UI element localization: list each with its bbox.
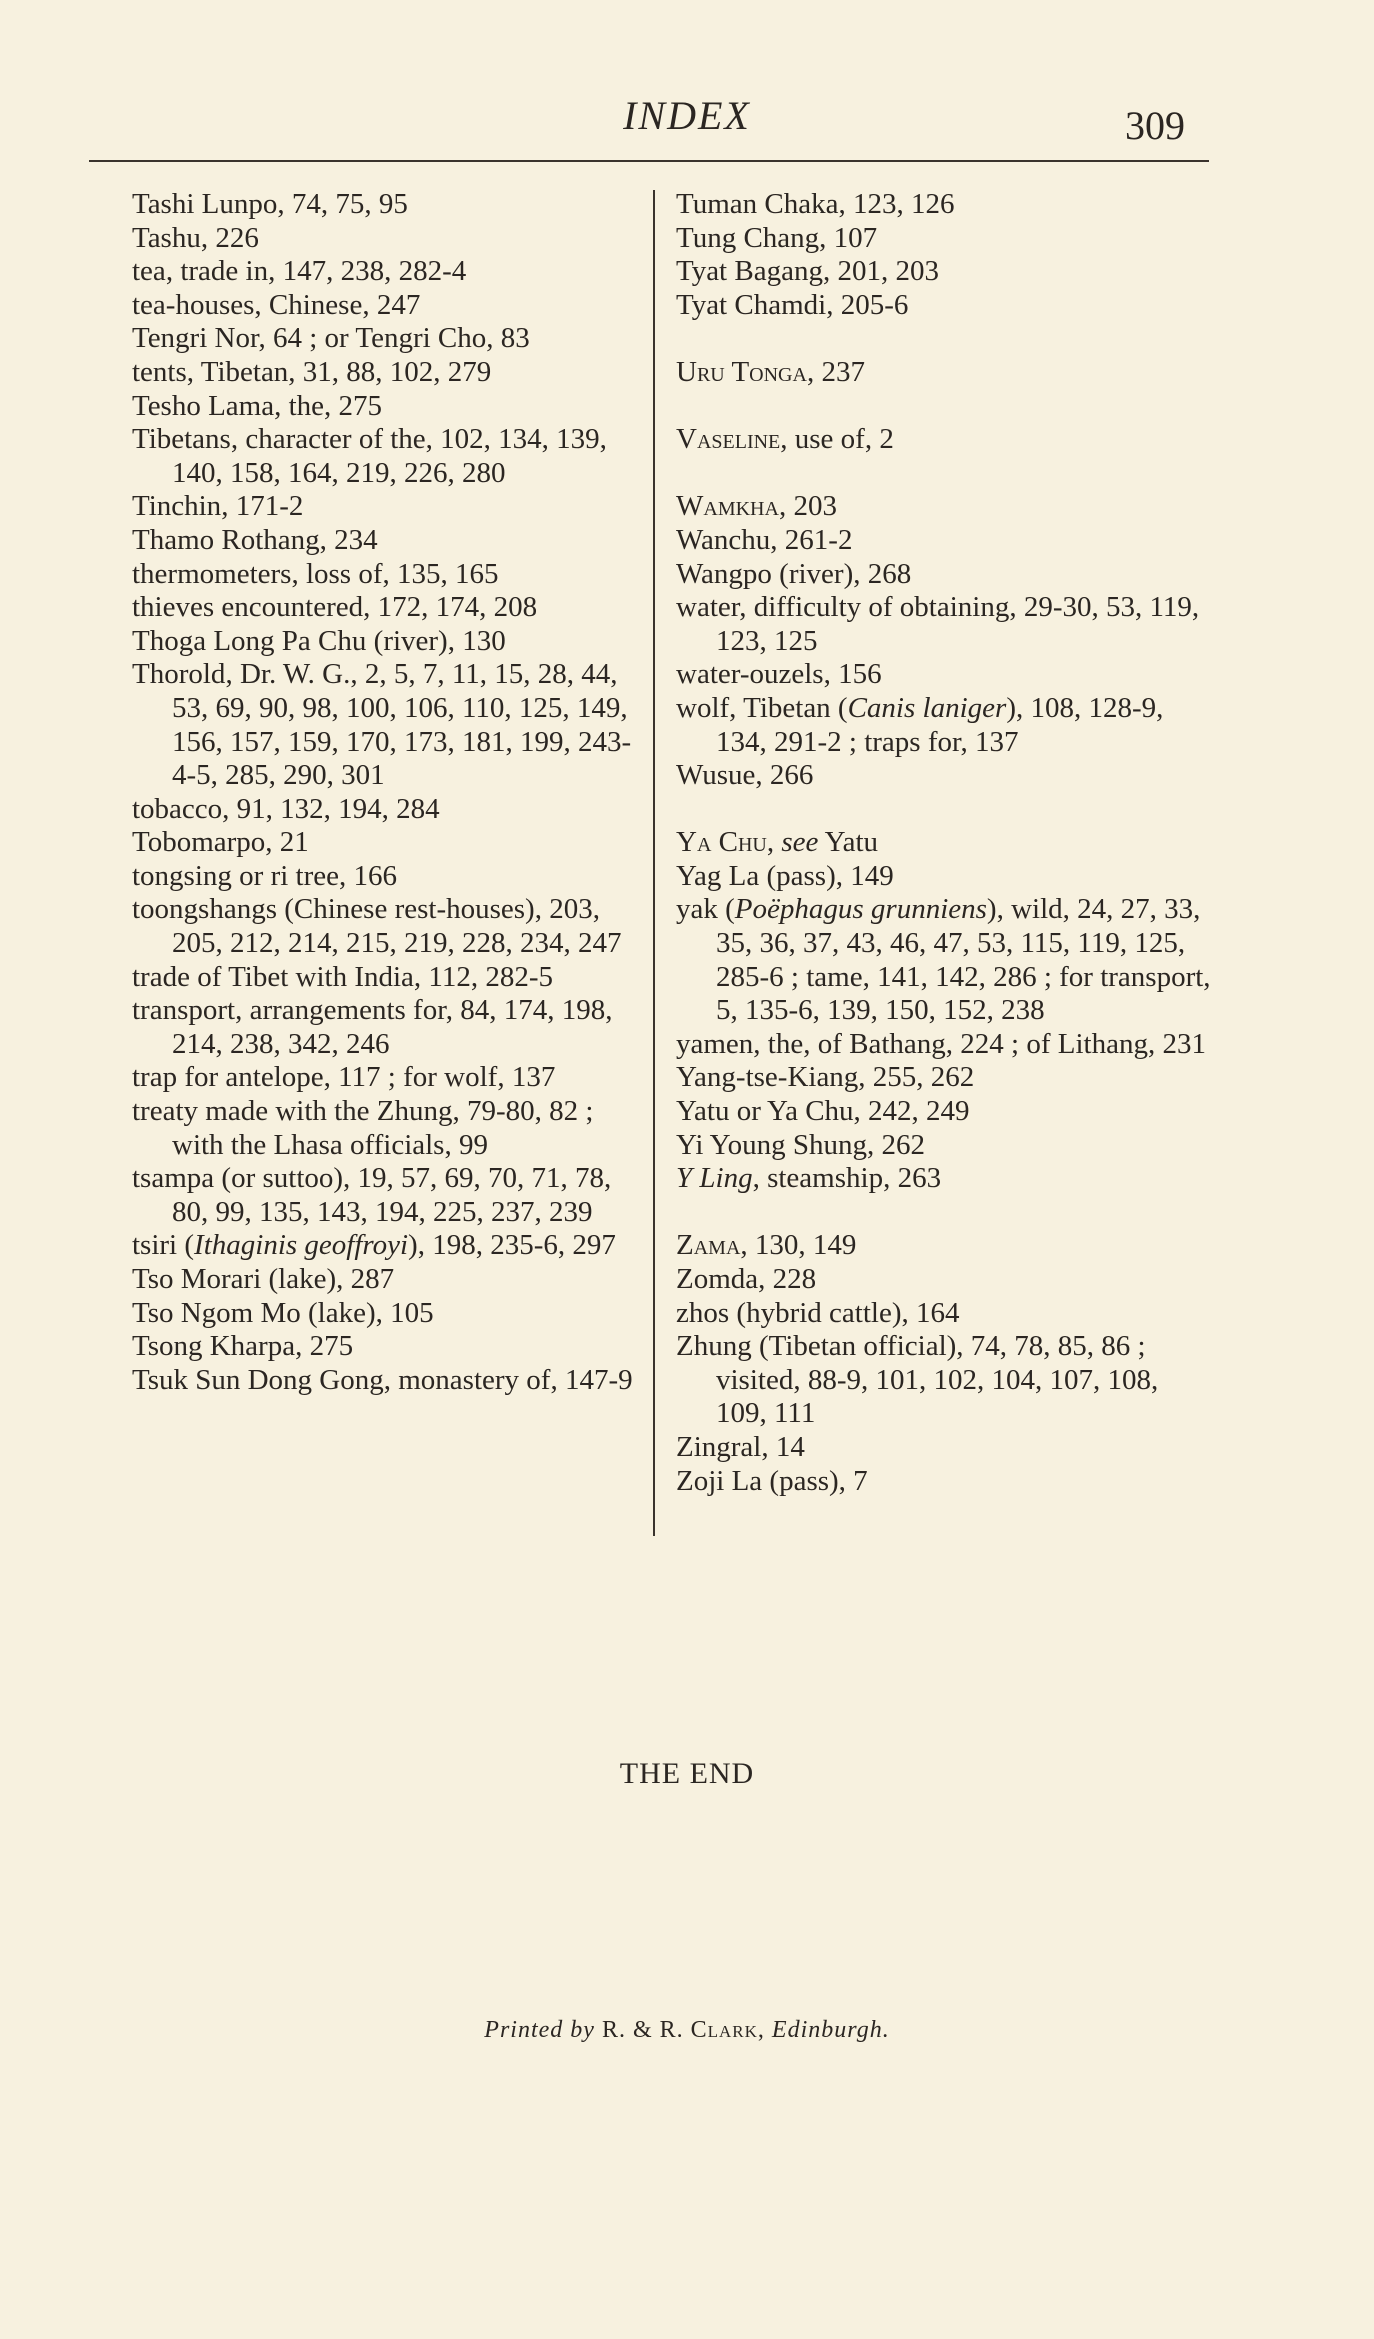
entry-refs: (or suttoo), 19, 57, 69, 70, 71, 78, 80, 99, 135, 143, 194, 225, 237, 239 [172,1162,612,1228]
entry-refs: made with the Zhung, 79-80, 82 ; with the Lhasa officials, 99 [172,1095,594,1161]
entry-head: tobacco [132,792,223,825]
index-entry: Wanchu, 261-2 [676,523,853,556]
index-entry [132,1095,637,1162]
entry-head: treaty [132,1095,199,1128]
index-entry [132,826,637,860]
index-entry [132,322,637,356]
index-entry [132,793,637,827]
entry-refs: , Tibetan, 31, 88, 102, 279 [186,355,492,388]
entry-refs: , 234 [319,523,378,556]
index-entry [132,356,637,390]
index-entry [676,1229,1216,1263]
index-entry [132,222,637,256]
entry-refs: , trade in, 147, 238, 282-4 [165,255,467,288]
latin-name: Canis laniger [847,691,1007,724]
entry-refs: ), 108, 128-9, 134, 291-2 ; traps for, 137 [716,691,1164,758]
entry-refs: , 130, 149 [740,1229,857,1262]
entry-refs: Yatu [818,826,879,859]
entry-head: thieves [132,591,215,624]
index-entry: Zingral, 14 [676,1430,805,1463]
entry-refs: ), wild, 24, 27, 33, 35, 36, 37, 43, 46, 47, 53, 115, 119, 125, 285-6 ; tame, 141, 142, 286 ; for transport, 5, 135-6, 139, 150, 152, 238 [716,893,1211,1027]
entry-sep: , [766,826,782,859]
entry-refs: , Chinese, 247 [254,288,421,321]
index-entry: Tuman Chaka, 123, 126 [676,188,955,220]
index-entry [132,423,637,490]
index-entry [676,826,1216,860]
index-entry [132,524,637,558]
index-entry [676,356,1216,390]
entry-refs: (lake), 287 [261,1263,395,1295]
index-entry [132,591,637,625]
index-entry [132,390,637,424]
entry-text: wolf, Tibetan ( [676,691,848,724]
index-entry [676,692,1216,759]
index-entry [676,893,1216,1027]
index-entry [132,1364,637,1398]
entry-head: Uru Tonga [676,355,807,388]
index-entry [132,625,637,659]
entry-refs: , arrangements for, 84, 174, 198, 214, 238, 342, 246 [172,994,613,1060]
index-entry [132,490,637,524]
index-entry [132,994,637,1061]
entry-head: trade [132,960,190,993]
entry-head: Ya Chu [676,826,767,859]
entry-head: thermometers [132,557,292,590]
entry-head: tongsing [132,859,232,892]
entry-refs: or ri tree, 166 [231,859,397,892]
index-entry [132,188,637,222]
entry-refs: encountered, 172, 174, 208 [214,591,538,624]
ship-name: Y Ling [676,1162,753,1195]
running-header-title: INDEX [623,93,751,138]
entry-head: Tinchin [132,490,222,523]
index-entry: Yang-tse-Kiang, 255, 262 [676,1061,975,1094]
entry-head: Vaseline [676,423,781,456]
index-entry: Tung Chang, 107 [676,221,878,254]
entry-refs: , Dr. W. G., 2, 5, 7, 11, 15, 28, 44, 53, 69, 90, 98, 100, 106, 110, 125, 149, 156, 157, 159, 170, 173, 181, 199, 243-4-5, 285, 290, 301 [172,658,632,792]
entry-head: Tsong Kharpa [132,1330,296,1363]
entry-head: Wamkha [676,490,779,523]
index-entry: water, difficulty of obtaining, 29-30, 53, 119, 123, 125 [676,591,1200,657]
entry-head: Tashu [132,221,201,254]
index-entry [132,860,637,894]
column-divider [653,190,655,1536]
entry-refs: , 64 ; or Tengri Cho, 83 [258,322,530,355]
entry-refs: , loss of, 135, 165 [291,557,499,590]
entry-head: Tengri Nor [132,322,259,355]
entry-head: trap [132,1061,178,1094]
entry-refs: , 275 [295,1330,354,1363]
entry-refs: , 203 [778,490,837,523]
entry-head: Thamo Rothang [132,523,320,556]
index-entry: water-ouzels, 156 [676,658,882,691]
index-entry [132,289,637,323]
index-entry: Wusue, 266 [676,759,814,792]
index-entry [132,893,637,960]
entry-head: Tobomarpo [132,826,266,859]
entry-head: Tibetans [132,423,231,456]
index-entry: Zhung (Tibetan official), 74, 78, 85, 86 ; visited, 88-9, 101, 102, 104, 107, 108, 109, 111 [676,1330,1159,1430]
index-entry [132,961,637,995]
entry-head: tents [132,355,187,388]
index-entry: Zoji La (pass), 7 [676,1464,868,1497]
entry-refs: , steamship, 263 [752,1162,942,1195]
printer-place: Edinburgh. [771,2017,890,2043]
index-entry [676,490,1216,524]
index-column-left [132,188,637,1397]
entry-refs: , 237 [806,355,865,388]
index-entry: Tyat Bagang, 201, 203 [676,255,939,288]
index-entry: Zomda, 228 [676,1263,817,1295]
entry-head: Zama [676,1229,741,1262]
entry-refs: for antelope, 117 ; for wolf, 137 [177,1061,556,1094]
index-entry: Yi Young Shung, 262 [676,1128,925,1161]
index-entry: Yatu or Ya Chu, 242, 249 [676,1095,970,1128]
entry-head: Tso Ngom Mo [132,1296,301,1329]
entry-refs: , character of the, 102, 134, 139, 140, 158, 164, 219, 226, 280 [172,423,607,489]
entry-head: Thoga Long Pa Chu [132,624,367,657]
latin-name: Ithaginis geoffroyi [194,1229,409,1262]
header-rule [89,160,1209,162]
printer-name: Clark [690,2017,758,2043]
printed-by: Printed by [484,2017,595,2043]
index-entry: yamen, the, of Bathang, 224 ; of Lithang, 231 [676,1027,1206,1060]
printer-sep: , [757,2017,772,2043]
the-end: THE END [619,1757,755,1790]
entry-refs: ), 198, 235-6, 297 [408,1229,616,1262]
entry-refs: (lake), 105 [300,1296,434,1329]
entry-head: toongshangs [132,893,277,926]
index-entry [132,1330,637,1364]
entry-head: transport [132,994,236,1027]
entry-refs: , 91, 132, 194, 284 [222,792,440,825]
entry-refs: (Chinese rest-houses), 203, 205, 212, 214, 215, 219, 228, 234, 247 [172,893,622,960]
index-entry [132,1297,637,1331]
entry-refs: , 226 [200,221,259,254]
entry-head: Tashi Lunpo [132,188,278,220]
entry-refs: , 21 [265,826,309,859]
index-entry [132,1061,637,1095]
entry-head: tea-houses [132,288,255,321]
entry-head: Tso Morari [132,1263,262,1295]
page-number: 309 [1125,103,1185,148]
entry-head: Thorold [132,658,226,691]
entry-refs: , the, 275 [274,389,383,422]
entry-refs: , 171-2 [221,490,304,523]
index-entry [132,558,637,592]
entry-refs: (river), 130 [366,624,506,657]
entry-head: Tesho Lama [132,389,275,422]
index-entry [676,423,1216,457]
entry-head: tea [132,255,166,288]
index-entry [132,1162,637,1229]
entry-refs: , 74, 75, 95 [277,188,408,220]
entry-head: Tsuk Sun Dong Gong [132,1363,384,1396]
index-entry [132,255,637,289]
entry-head: tsiri [132,1229,178,1262]
index-entry [676,1162,1216,1196]
entry-refs: , use of, 2 [780,423,894,456]
index-entry [132,658,637,792]
printer-imprint [0,2017,1374,2044]
entry-text: ( [177,1229,195,1262]
latin-name: Poëphagus grunniens [734,893,987,926]
index-entry: Tyat Chamdi, 205-6 [676,288,909,321]
index-column-right [676,188,1216,1498]
index-entry: Yag La (pass), 149 [676,859,894,892]
index-entry [132,1263,637,1297]
entry-text: yak ( [676,893,735,926]
entry-refs: of Tibet with India, 112, 282-5 [189,960,554,993]
printer-initials: R. & R. [594,2017,691,2043]
entry-refs: , monastery of, 147-9 [383,1363,633,1396]
index-entry: Wangpo (river), 268 [676,557,912,590]
entry-head: tsampa [132,1162,215,1195]
index-entry: zhos (hybrid cattle), 164 [676,1296,960,1329]
index-entry [132,1229,637,1263]
see-reference: see [781,826,819,859]
